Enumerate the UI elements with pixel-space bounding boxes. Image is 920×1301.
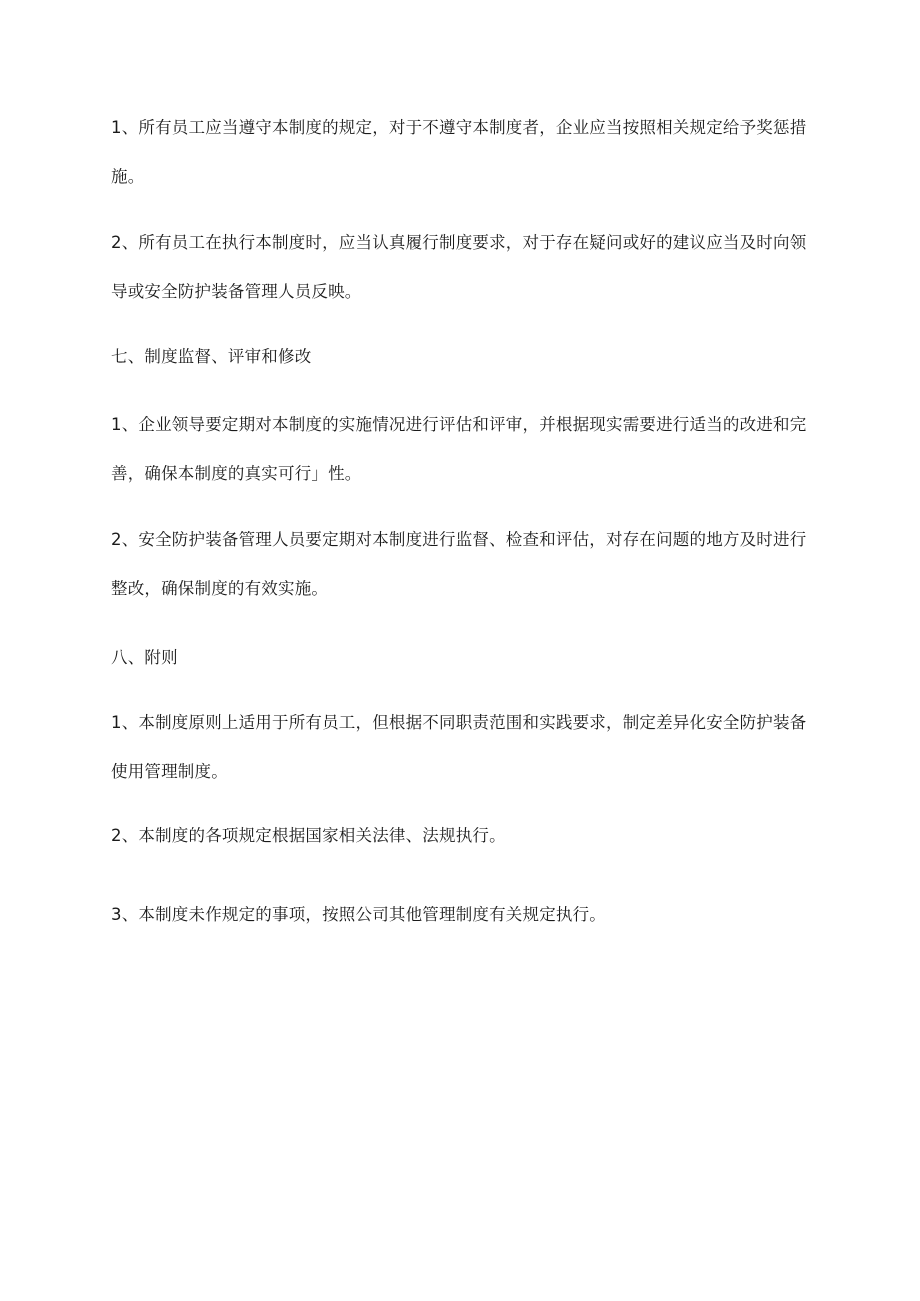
paragraph-legal-basis: 2、本制度的各项规定根据国家相关法律、法规执行。 <box>111 826 506 845</box>
paragraph-leader-review: 1、企业领导要定期对本制度的实施情况进行评估和评审，并根据现实需要进行适当的改进和完善，确保本制度的真实可行」性。 <box>111 415 807 483</box>
paragraph-employee-feedback: 2、所有员工在执行本制度时，应当认真履行制度要求，对于存在疑问或好的建议应当及时向领导或安全防护装备管理人员反映。 <box>111 233 807 301</box>
section-heading-appendix: 八、附则 <box>111 648 178 667</box>
paragraph-unspecified-matters: 3、本制度未作规定的事项，按照公司其他管理制度有关规定执行。 <box>111 905 606 924</box>
paragraph-scope: 1、本制度原则上适用于所有员工，但根据不同职责范围和实践要求，制定差异化安全防护装备使用管理制度。 <box>111 713 807 781</box>
paragraph-manager-supervision: 2、安全防护装备管理人员要定期对本制度进行监督、检查和评估，对存在问题的地方及时进行整改，确保制度的有效实施。 <box>111 530 807 598</box>
section-heading-supervision: 七、制度监督、评审和修改 <box>111 347 312 366</box>
paragraph-employee-compliance: 1、所有员工应当遵守本制度的规定，对于不遵守本制度者，企业应当按照相关规定给予奖惩措施。 <box>111 118 807 186</box>
